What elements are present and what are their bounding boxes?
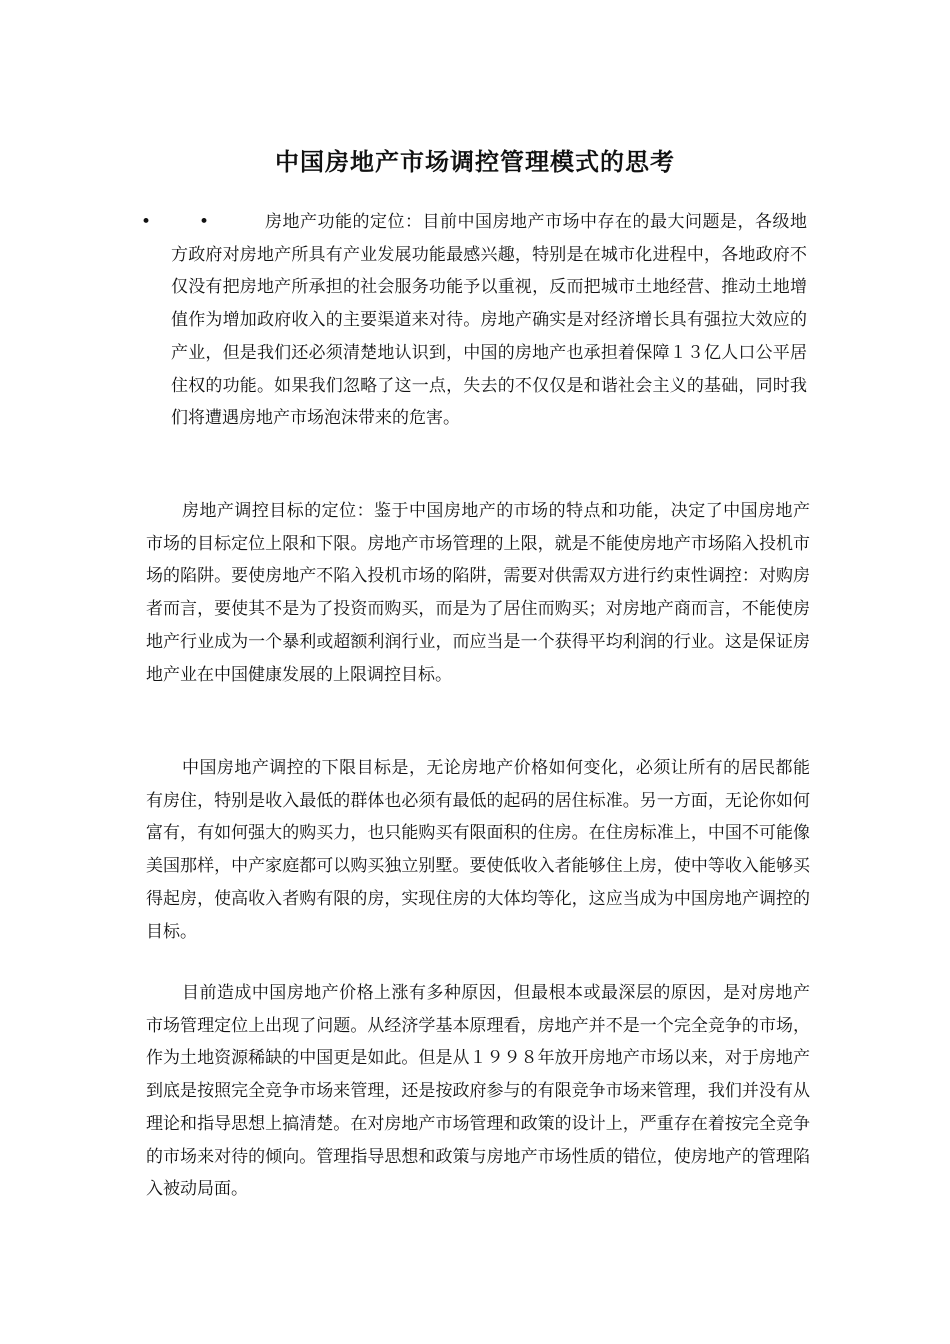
bullet-inner-marker: • xyxy=(199,212,210,232)
document-title: 中国房地产市场调控管理模式的思考 xyxy=(275,148,675,176)
paragraph-price-rise-causes: 目前造成中国房地产价格上涨有多种原因，但最根本或最深层的原因，是对房地产市场管理定位上出现了问题。从经济学基本原理看，房地产并不是一个完全竞争的市场，作为土地资源稀缺的中国更是如此。但是从１９９８年放开房地产市场以来，对于房地产到底是按照完全竞争市场来管理，还是按政府参与的有限竞争市场来管理，我们并没有从理论和指导思想上搞清楚。在对房地产市场管理和政策的设计上，严重存在着按完全竞争的市场来对待的倾向。管理指导思想和政策与房地产市场性质的错位，使房地产的管理陷入被动局面。 xyxy=(146,983,810,1200)
paragraph-lower-limit-goal: 中国房地产调控的下限目标是，无论房地产价格如何变化，必须让所有的居民都能有房住，特别是收入最低的群体也必须有最低的起码的居住标准。另一方面，无论你如何富有，有如何强大的购买力，也只能购买有限面积的住房。在住房标准上，中国不可能像美国那样，中产家庭都可以购买独立别墅。要使低收入者能够住上房，使中等收入能够买得起房，使高收入者购有限的房，实现住房的大体均等化，这应当成为中国房地产调控的目标。 xyxy=(146,758,810,942)
paragraph-regulation-goal: 房地产调控目标的定位：鉴于中国房地产的市场的特点和功能，决定了中国房地产市场的目标定位上限和下限。房地产市场管理的上限，就是不能使房地产市场陷入投机市场的陷阱。要使房地产不陷入投机市场的陷阱，需要对供需双方进行约束性调控：对购房者而言，要使其不是为了投资而购买，而是为了居住而购买；对房地产商而言，不能使房地产行业成为一个暴利或超额利润行业，而应当是一个获得平均利润的行业。这是保证房地产业在中国健康发展的上限调控目标。 xyxy=(146,501,810,685)
bullet-paragraph-function-positioning: 房地产功能的定位：目前中国房地产市场中存在的最大问题是，各级地方政府对房地产所具有产业发展功能最感兴趣，特别是在城市化进程中，各地政府不仅没有把房地产所承担的社会服务功能予以重视，反而把城市土地经营、推动土地增值作为增加政府收入的主要渠道来对待。房地产确实是对经济增长具有强拉大效应的产业，但是我们还必须清楚地认识到，中国的房地产也承担着保障１３亿人口公平居住权的功能。如果我们忽略了这一点，失去的不仅仅是和谐社会主义的基础，同时我们将遭遇房地产市场泡沫带来的危害。 xyxy=(171,212,807,429)
bullet-outer-marker: • xyxy=(141,212,152,232)
